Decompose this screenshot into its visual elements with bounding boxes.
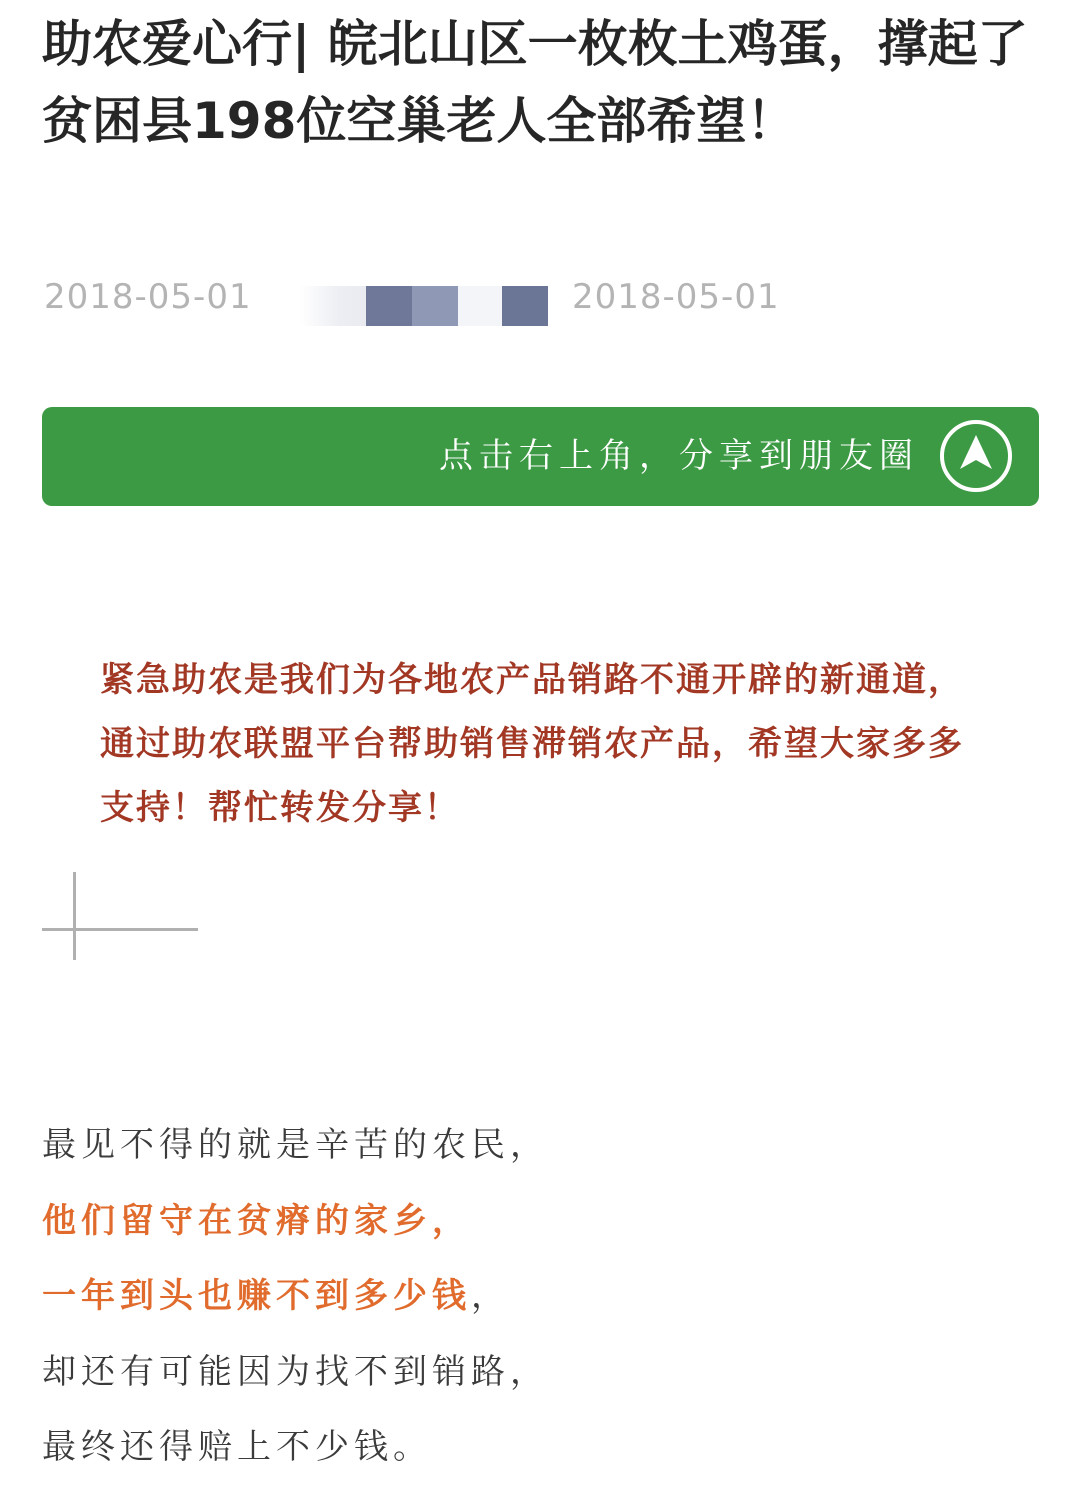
body-line-emphasis (42, 1259, 1032, 1335)
body-line-text: 最终还得赔上不少钱。 (42, 1427, 432, 1467)
up-arrow-circle-icon[interactable] (939, 419, 1013, 493)
body-line (42, 1108, 1032, 1184)
help-farmers-notice: 紧急助农是我们为各地农产品销路不通开辟的新通道，通过助农联盟平台帮助销售滞销农产品，希望大家多多支持！帮忙转发分享！ (100, 660, 964, 828)
author-name-blurred[interactable] (300, 282, 552, 330)
article-body (42, 1108, 1032, 1486)
account-date: 2018-05-01 (572, 277, 780, 317)
divider-vertical-line (73, 872, 76, 960)
blur-block (300, 286, 366, 326)
blur-block (458, 286, 502, 326)
blur-block (366, 286, 412, 326)
blur-block (412, 286, 458, 326)
body-line-text: 最见不得的就是辛苦的农民， (42, 1125, 549, 1165)
body-line (42, 1410, 1032, 1486)
body-line-text: 他们留守在贫瘠的家乡， (42, 1200, 471, 1241)
body-line (42, 1335, 1032, 1411)
body-line-punctuation: ， (471, 1276, 510, 1316)
body-line-text: 却还有可能因为找不到销路， (42, 1351, 549, 1392)
article-title: 助农爱心行| 皖北山区一枚枚土鸡蛋，撑起了贫困县198位空巢老人全部希望！ (42, 15, 1028, 150)
crop-mark-divider (42, 872, 200, 960)
publish-date: 2018-05-01 (44, 277, 252, 317)
body-line-text: 一年到头也赚不到多少钱 (42, 1276, 471, 1316)
share-banner[interactable] (42, 407, 1039, 506)
share-banner-label: 点击右上角，分享到朋友圈 (439, 436, 919, 476)
body-line-emphasis (42, 1184, 1032, 1260)
divider-horizontal-line (42, 928, 198, 931)
blur-block (502, 286, 548, 326)
